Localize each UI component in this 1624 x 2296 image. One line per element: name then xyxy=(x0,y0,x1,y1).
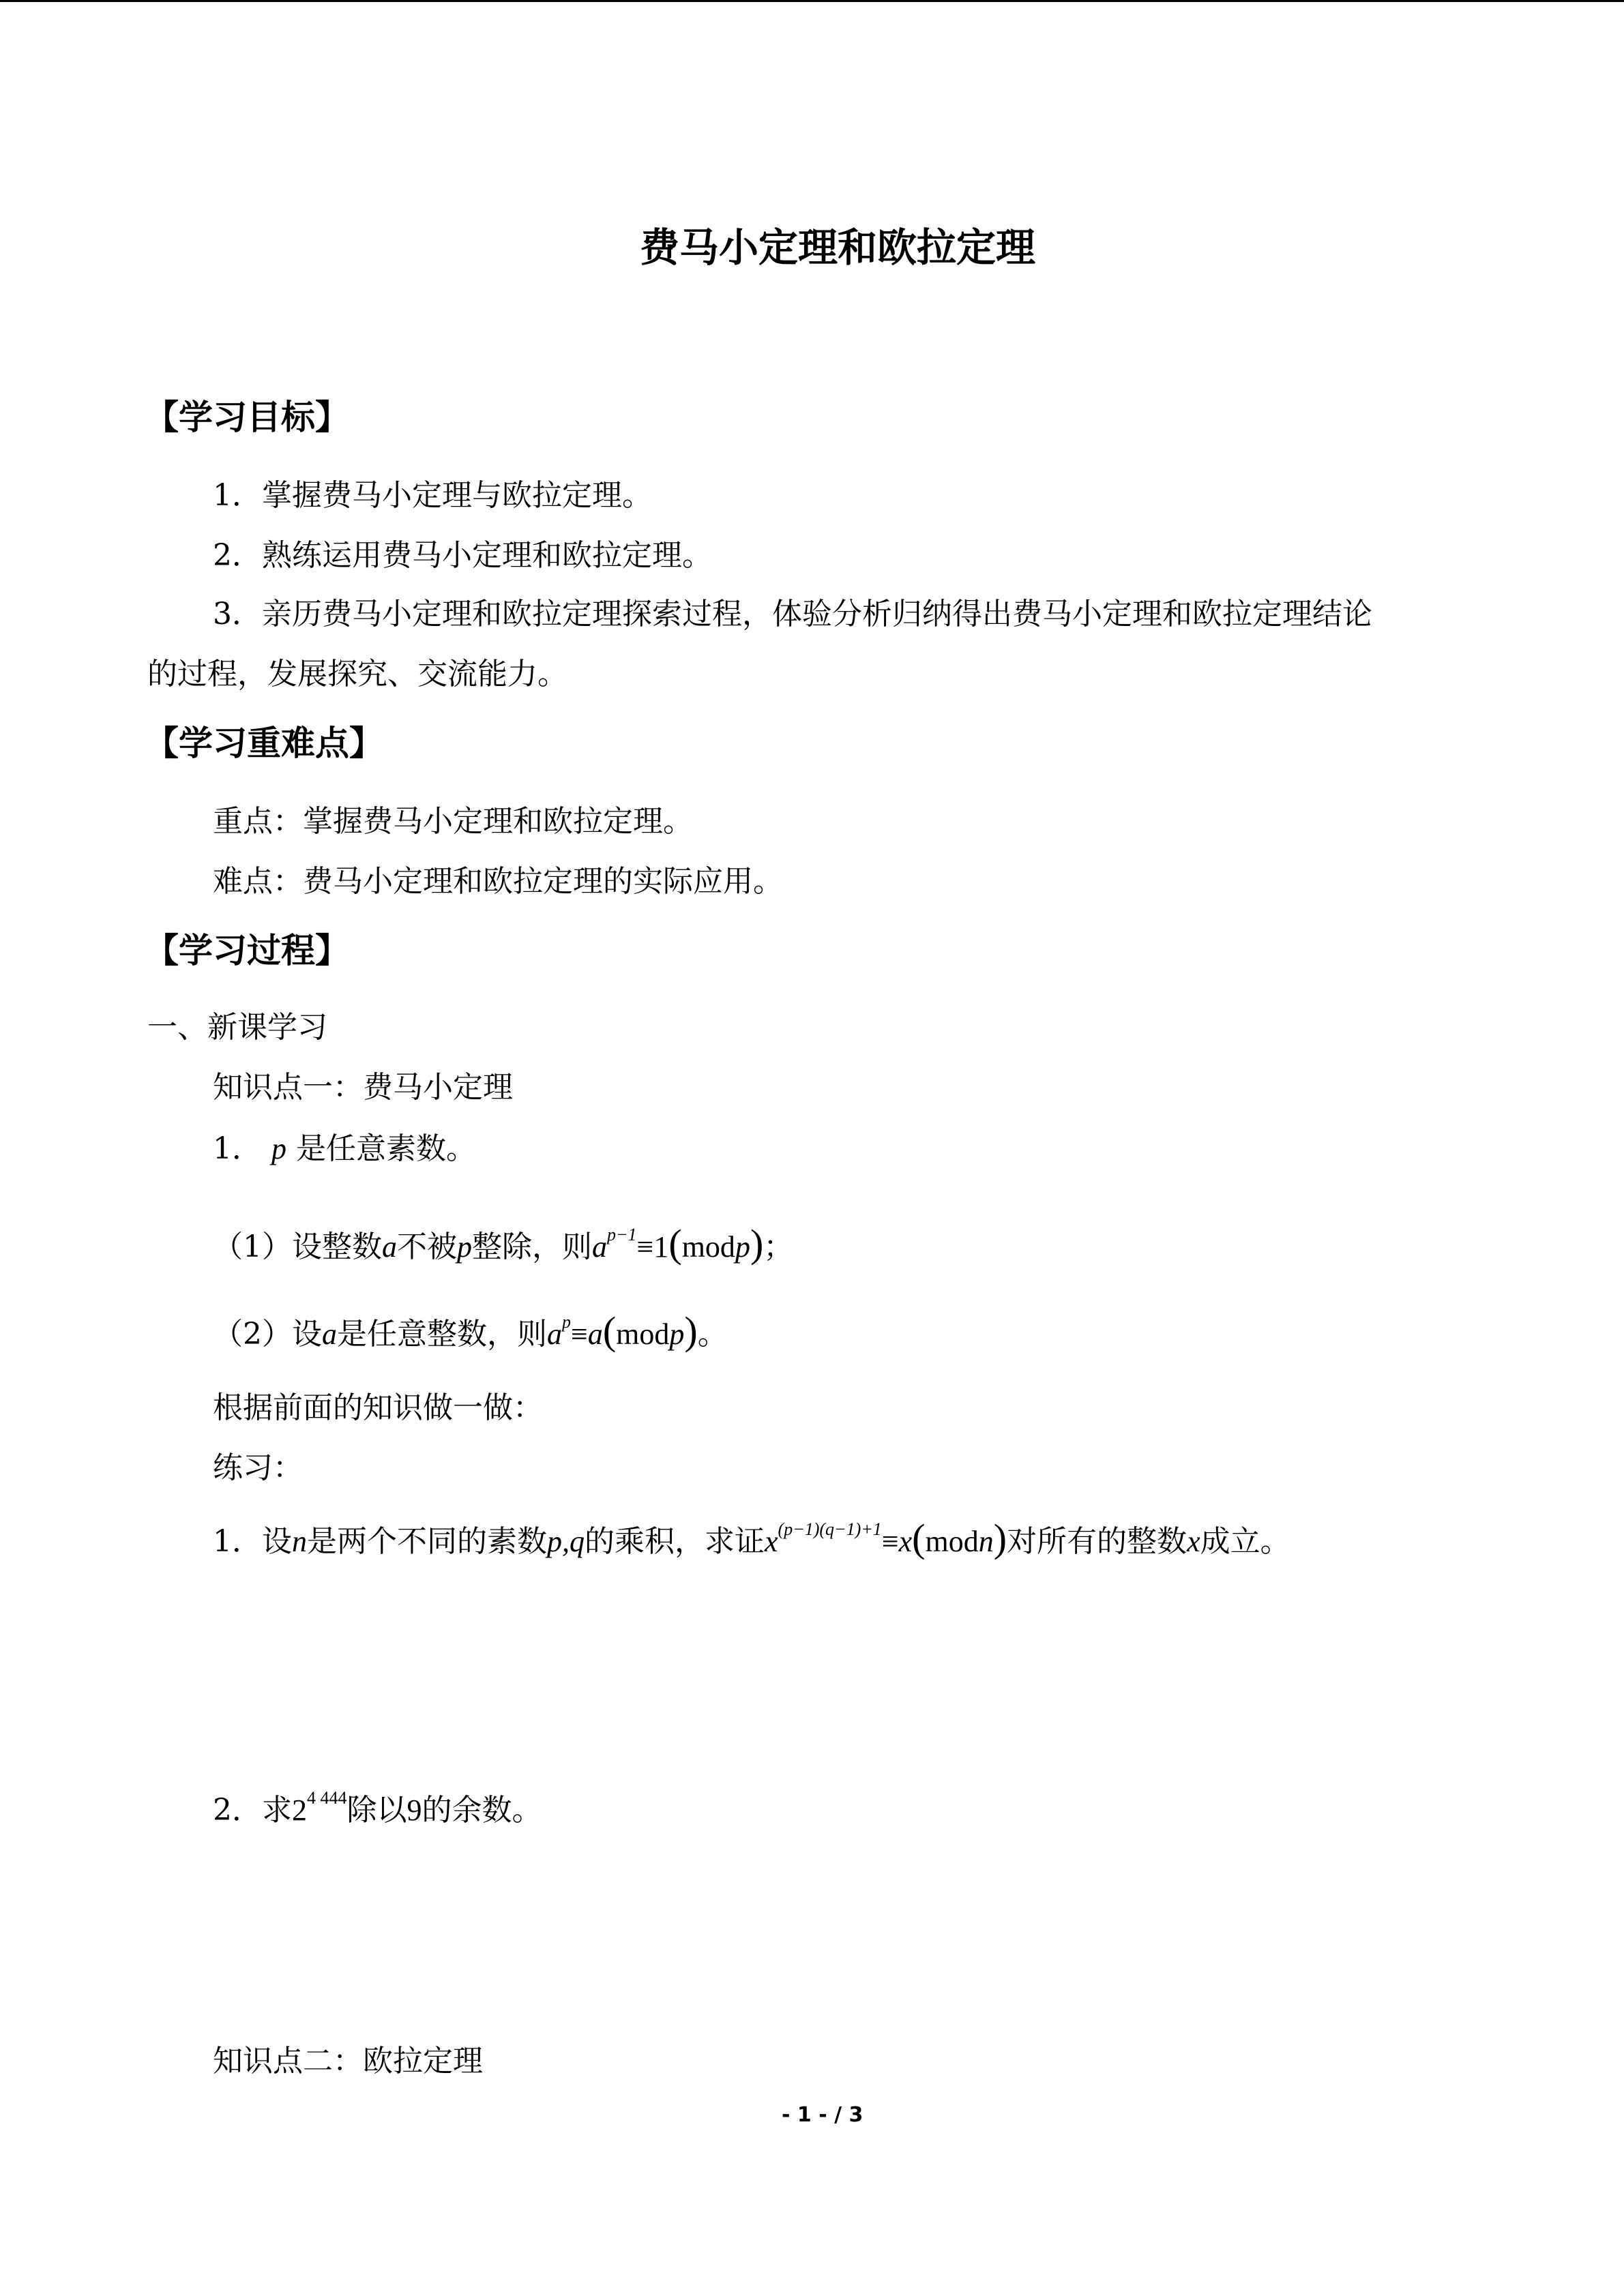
text: 除以 xyxy=(346,1793,407,1828)
var-pq: p,q xyxy=(547,1525,585,1558)
left-paren: ( xyxy=(602,1309,617,1353)
part-one-label: 一、新课学习 xyxy=(147,1010,327,1045)
text: 整除，则 xyxy=(472,1229,592,1264)
var-a: a xyxy=(587,1317,603,1351)
try-it-text: 根据前面的知识做一做： xyxy=(213,1390,543,1425)
math-base: 2 xyxy=(292,1793,307,1827)
process-heading: 【学习过程】 xyxy=(145,931,349,970)
mod-operator: mod xyxy=(925,1525,979,1558)
left-paren: ( xyxy=(912,1516,926,1560)
text: 不被 xyxy=(397,1229,457,1264)
text: 1．设 xyxy=(213,1524,292,1559)
text: 2．求 xyxy=(213,1793,292,1828)
var-x: x xyxy=(898,1525,913,1558)
text: 。 xyxy=(697,1317,728,1352)
mod-operator: mod xyxy=(616,1317,670,1351)
var-a: a xyxy=(322,1317,337,1351)
left-paren: ( xyxy=(668,1221,682,1266)
text: ； xyxy=(763,1229,794,1264)
text: （1）设整数 xyxy=(213,1229,382,1264)
key-point: 重点：掌握费马小定理和欧拉定理。 xyxy=(213,804,693,839)
goal-item-1: 1．掌握费马小定理与欧拉定理。 xyxy=(213,478,652,513)
fermat-statement-1 xyxy=(213,1215,793,1267)
text: （2）设 xyxy=(213,1317,322,1352)
math-base: a xyxy=(547,1317,562,1351)
exercise-label: 练习： xyxy=(213,1450,303,1485)
goals-heading: 【学习目标】 xyxy=(145,398,349,437)
exercise-1 xyxy=(213,1510,1290,1562)
text: 是两个不同的素数 xyxy=(307,1524,547,1559)
var-x: x xyxy=(1187,1525,1200,1558)
math-exponent: p xyxy=(562,1312,571,1332)
var-p: p xyxy=(669,1317,685,1351)
math-base: a xyxy=(592,1230,607,1264)
fermat-statement-2 xyxy=(213,1302,728,1354)
text: 的乘积，求证 xyxy=(585,1524,765,1559)
right-paren: ) xyxy=(750,1221,764,1266)
top-border-line xyxy=(0,0,1624,2)
item-1-text: 是任意素数。 xyxy=(296,1131,476,1166)
var-n: n xyxy=(292,1525,307,1558)
math-congruence: ≡1 xyxy=(636,1230,669,1264)
goal-item-3: 3．亲历费马小定理和欧拉定理探索过程，体验分析归纳得出费马小定理和欧拉定理结论 xyxy=(213,597,1372,631)
text: 成立。 xyxy=(1200,1524,1290,1559)
math-exponent: p−1 xyxy=(607,1225,637,1244)
knowledge-point-2: 知识点二：欧拉定理 xyxy=(213,2044,483,2078)
text: 的余数。 xyxy=(422,1793,542,1828)
var-p: p xyxy=(457,1230,472,1264)
math-exponent: 4 444 xyxy=(307,1788,347,1808)
right-paren: ) xyxy=(684,1309,698,1353)
var-p: p xyxy=(271,1132,286,1165)
goal-item-2: 2．熟练运用费马小定理和欧拉定理。 xyxy=(213,538,712,573)
page-title: 费马小定理和欧拉定理 xyxy=(640,224,1036,271)
math-exponent: (p−1)(q−1)+1 xyxy=(778,1519,882,1539)
var-a: a xyxy=(382,1230,397,1264)
goal-item-3-cont: 的过程，发展探究、交流能力。 xyxy=(147,657,567,691)
text: 对所有的整数 xyxy=(1007,1524,1187,1559)
math-congruence: ≡ xyxy=(881,1525,899,1558)
item-1-line xyxy=(213,1129,476,1169)
right-paren: ) xyxy=(993,1516,1007,1560)
knowledge-point-1: 知识点一：费马小定理 xyxy=(213,1070,513,1105)
number-9: 9 xyxy=(407,1793,422,1827)
difficult-point: 难点：费马小定理和欧拉定理的实际应用。 xyxy=(213,864,783,899)
page-number: - 1 - / 3 xyxy=(782,2103,863,2127)
math-base: x xyxy=(765,1525,778,1558)
mod-operator: mod xyxy=(681,1230,735,1264)
var-p: p xyxy=(735,1230,750,1264)
text: 是任意整数，则 xyxy=(337,1317,547,1352)
exercise-2 xyxy=(213,1778,542,1830)
key-points-heading: 【学习重难点】 xyxy=(145,724,383,763)
math-congruence: ≡ xyxy=(571,1317,588,1351)
item-1-number: 1． xyxy=(213,1131,262,1166)
var-n: n xyxy=(978,1525,994,1558)
